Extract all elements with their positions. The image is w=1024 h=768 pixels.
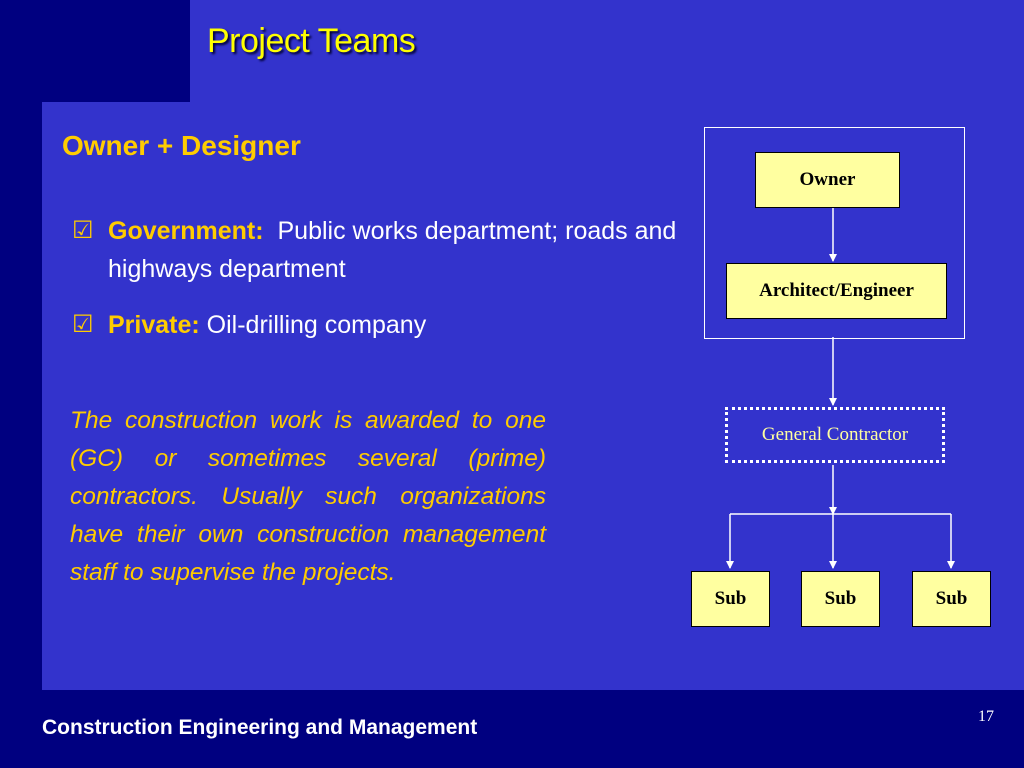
description-paragraph: The construction work is awarded to one (GC) or sometimes several (prime) contractors. Usually such organizations have their own construction management staff to supervise the projects.: [70, 407, 546, 586]
bullet-value: Public works department; roads and highways department: [108, 217, 677, 283]
footer-text: Construction Engineering and Management: [42, 716, 478, 739]
general-contractor-box: General Contractor: [725, 407, 945, 463]
checkbox-icon: ☑: [72, 217, 94, 244]
bullet-key: Government:: [108, 217, 264, 245]
bullet-value: Oil-drilling company: [206, 311, 427, 339]
architect-engineer-box: Architect/Engineer: [726, 263, 947, 319]
slide-title: Project Teams: [207, 22, 416, 60]
page-number: 17: [978, 708, 994, 725]
owner-box: Owner: [755, 152, 900, 208]
bullet-key: Private:: [108, 311, 200, 339]
checkbox-icon: ☑: [72, 311, 94, 338]
section-subtitle: Owner + Designer: [62, 130, 301, 161]
sub-box-1: Sub: [691, 571, 770, 627]
sub-box-2: Sub: [801, 571, 880, 627]
sub-box-3: Sub: [912, 571, 991, 627]
